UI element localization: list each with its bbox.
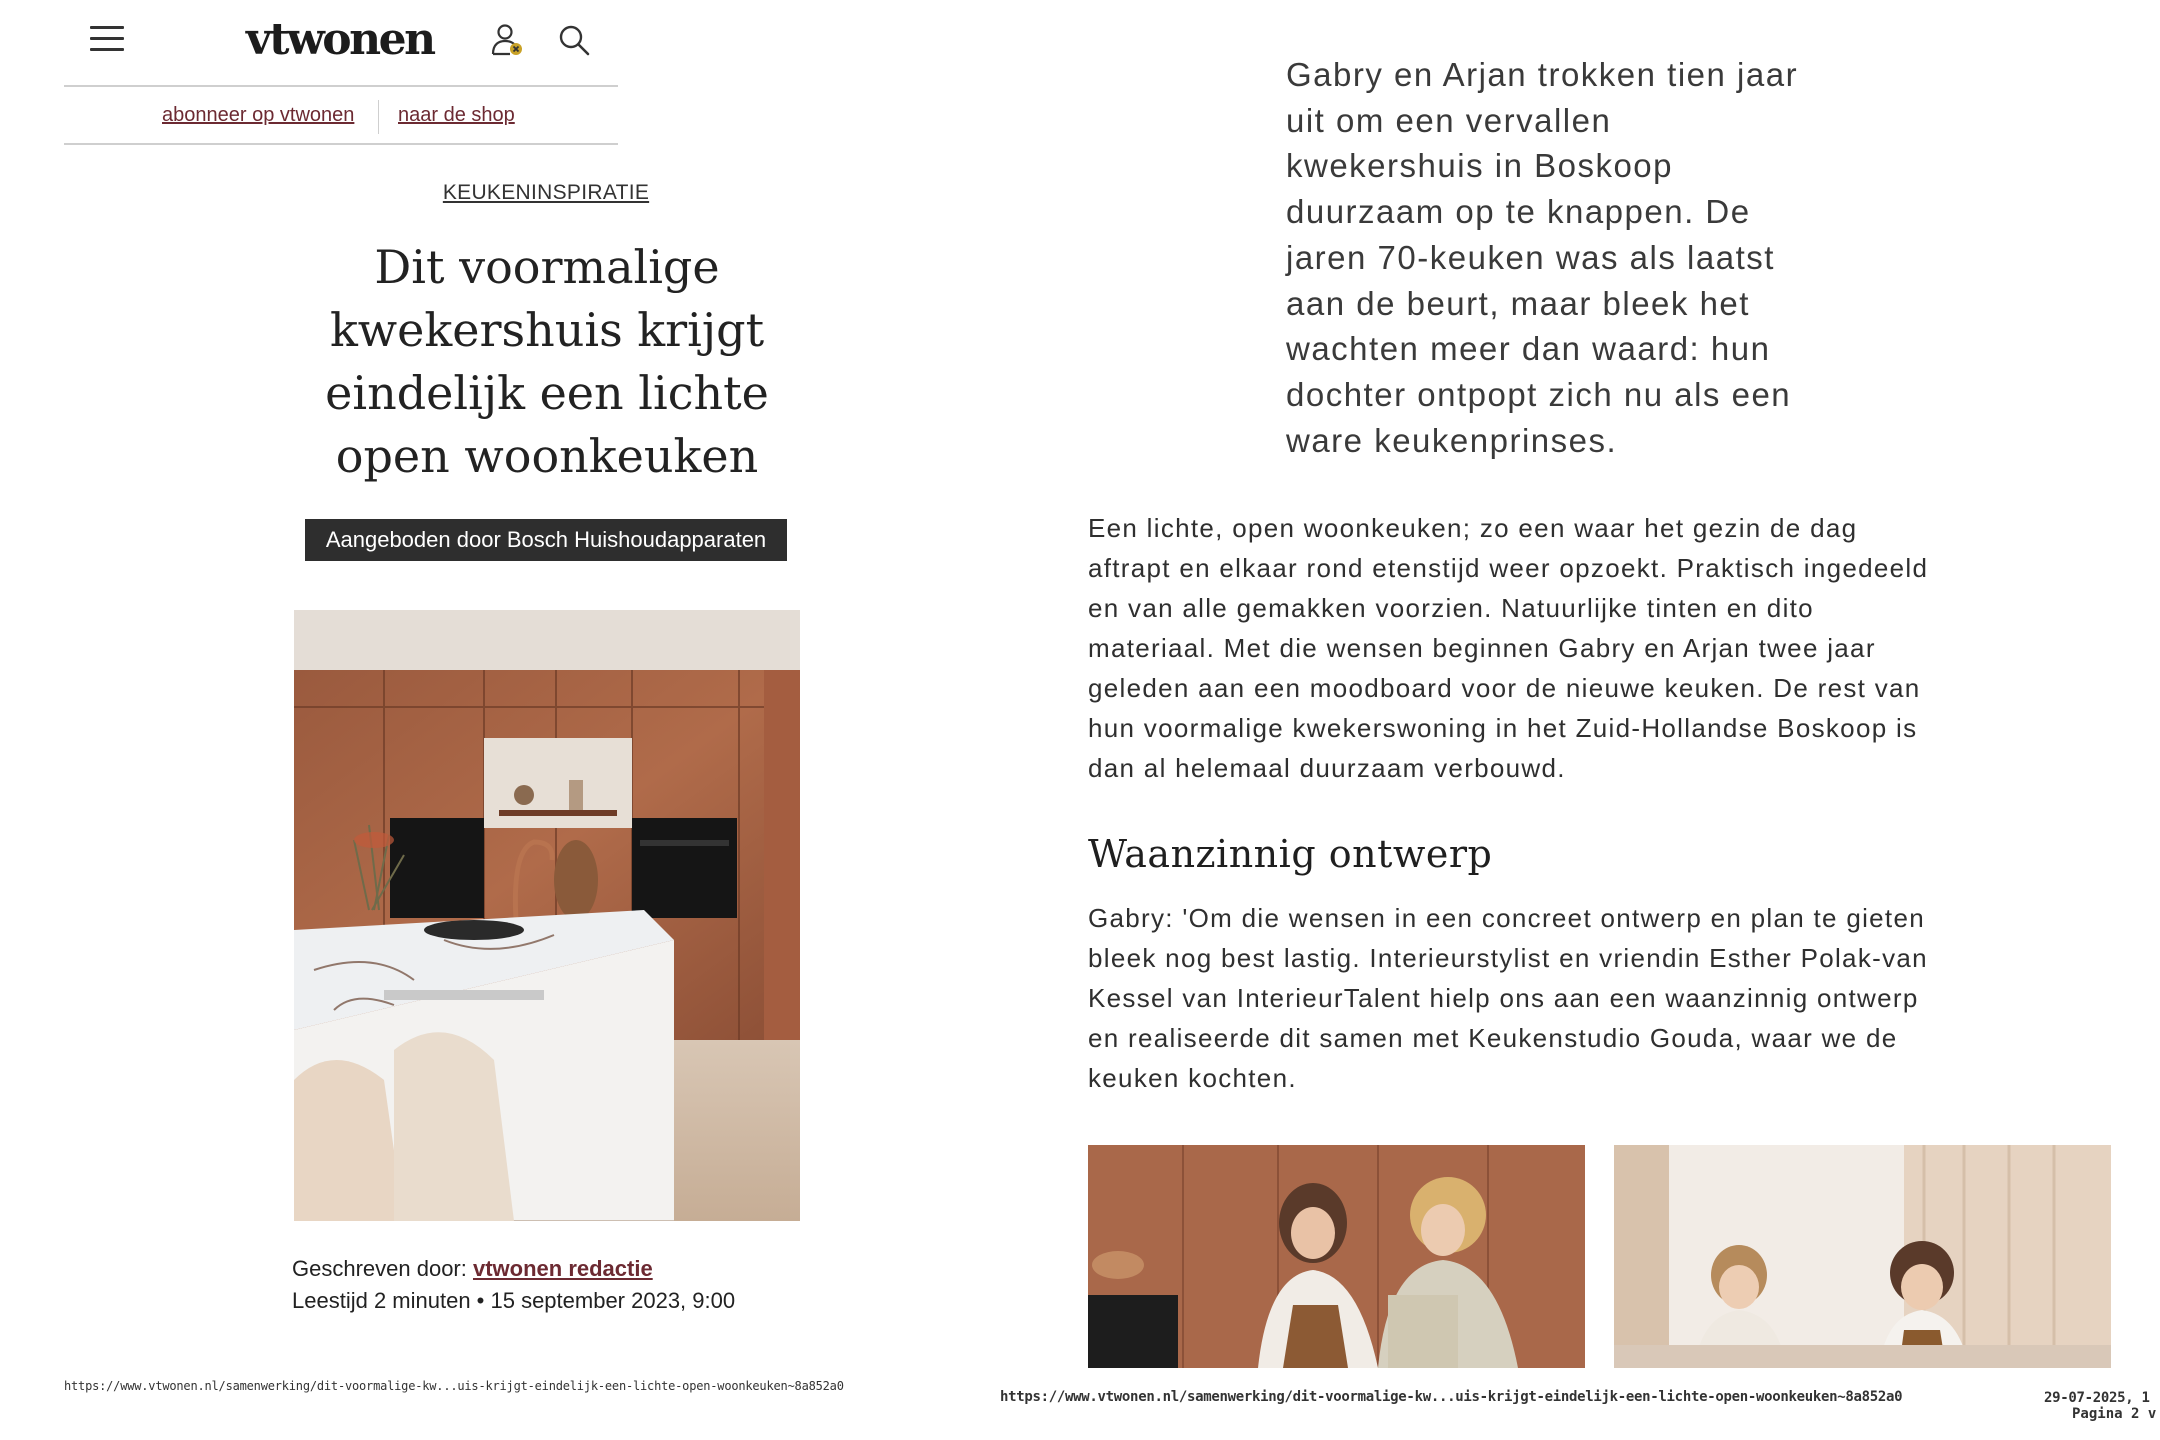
user-account-icon[interactable] — [490, 22, 526, 58]
print-page-number: Pagina 2 v — [2072, 1406, 2157, 1422]
paragraph-line: dan al helemaal duurzaam verbouwd. — [1088, 753, 1566, 783]
intro-line: aan de beurt, maar bleek het — [1286, 284, 1750, 322]
article-meta: Leestijd 2 minuten • 15 september 2023, 9:00 — [292, 1288, 736, 1313]
subnav-divider — [64, 143, 618, 145]
shop-link[interactable]: naar de shop — [398, 104, 515, 126]
body-paragraph — [1088, 898, 2100, 1098]
category-link[interactable]: KEUKENINSPIRATIE — [442, 181, 650, 204]
intro-line: kwekershuis in Boskoop — [1286, 147, 1674, 185]
intro-line: uit om een vervallen — [1286, 101, 1612, 139]
body-paragraph — [1088, 508, 2100, 788]
intro-line: dochter ontpopt zich nu als een — [1286, 375, 1792, 413]
byline-prefix: Geschreven door: — [292, 1256, 473, 1281]
intro-line: duurzaam op te knappen. De — [1286, 193, 1751, 231]
paragraph-line: aftrapt en elkaar rond etenstijd weer opzoekt. Praktisch ingedeeld — [1088, 553, 1929, 583]
paragraph-line: geleden aan een moodboard voor de nieuwe keuken. De rest van — [1088, 673, 1921, 703]
site-logo[interactable]: vtwonen — [246, 14, 434, 65]
hamburger-menu-icon[interactable] — [90, 26, 124, 52]
paragraph-line: Een lichte, open woonkeuken; zo een waar het gezin de dag — [1088, 513, 1858, 543]
author-link[interactable]: vtwonen redactie — [472, 1256, 653, 1281]
print-url-right: https://www.vtwonen.nl/samenwerking/dit-voormalige-kw...uis-krijgt-eindelijk-een-lichte-open-woonkeuken~8a852a0 — [1000, 1389, 1903, 1405]
search-icon[interactable] — [556, 22, 592, 58]
intro-line: jaren 70-keuken was als laatst — [1286, 238, 1775, 276]
paragraph-line: Kessel van InterieurTalent hielp ons aan een waanzinnig ontwerp — [1088, 983, 1919, 1013]
kitchen-people-photo — [1088, 1145, 1585, 1368]
section-heading: Waanzinnig ontwerp — [1088, 832, 1493, 876]
paragraph-line: keuken kochten. — [1088, 1063, 1297, 1093]
headline-line: eindelijk een lichte — [325, 366, 769, 420]
headline-line: open woonkeuken — [335, 429, 759, 483]
paragraph-line: Gabry: 'Om die wensen in een concreet ontwerp en plan te gieten — [1088, 903, 1925, 933]
kitchen-hero-photo — [294, 610, 800, 1221]
article-byline — [292, 1256, 653, 1282]
intro-line: wachten meer dan waard: hun — [1286, 330, 1771, 368]
article-intro — [1286, 52, 1946, 463]
headline-line: kwekershuis krijgt — [329, 303, 765, 357]
paragraph-line: hun voormalige kwekerswoning in het Zuid-Hollandse Boskoop is — [1088, 713, 1918, 743]
sponsor-badge: Aangeboden door Bosch Huishoudapparaten — [305, 519, 787, 561]
intro-line: ware keukenprinses. — [1286, 421, 1618, 459]
print-date: 29-07-2025, 1 — [2044, 1390, 2150, 1406]
subscribe-link[interactable]: abonneer op vtwonen — [162, 104, 355, 126]
kitchen-people-photo — [1614, 1145, 2111, 1368]
link-divider — [378, 100, 379, 134]
header-divider — [64, 85, 618, 87]
print-url-left: https://www.vtwonen.nl/samenwerking/dit-voormalige-kw...uis-krijgt-eindelijk-een-lichte-open-woonkeuken~8a852a0 — [64, 1379, 844, 1393]
headline-line: Dit voormalige — [374, 240, 720, 294]
paragraph-line: materiaal. Met die wensen beginnen Gabry en Arjan twee jaar — [1088, 633, 1876, 663]
paragraph-line: en van alle gemakken voorzien. Natuurlijke tinten en dito — [1088, 593, 1814, 623]
article-headline — [292, 236, 802, 488]
intro-line: Gabry en Arjan trokken tien jaar — [1286, 56, 1799, 93]
paragraph-line: en realiseerde dit samen met Keukenstudio Gouda, waar we de — [1088, 1023, 1898, 1053]
paragraph-line: bleek nog best lastig. Interieurstylist en vriendin Esther Polak-van — [1088, 943, 1928, 973]
